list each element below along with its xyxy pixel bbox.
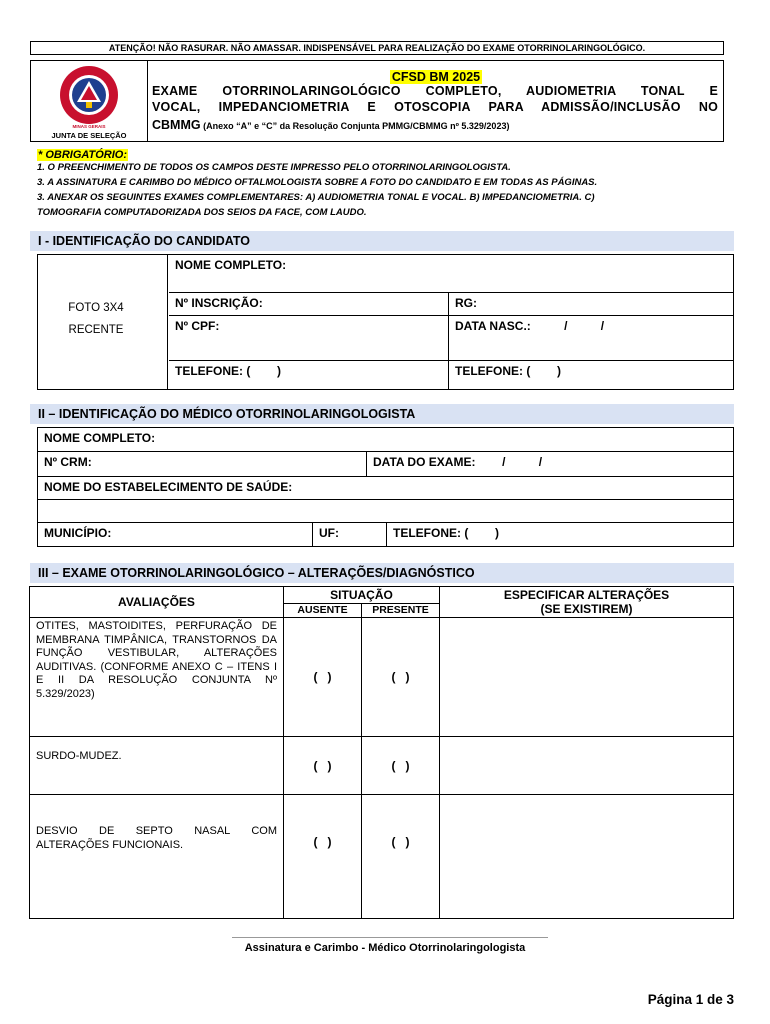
photo-label-2: RECENTE [68, 324, 124, 336]
row-3-ausente-checkbox[interactable]: ( ) [284, 795, 362, 918]
candidate-table [37, 254, 734, 390]
title-line-1: EXAME OTORRINOLARINGOLÓGICO COMPLETO, AUDIOMETRIA TONAL E [152, 84, 718, 98]
col-especificar-line-1: ESPECIFICAR ALTERAÇÕES [503, 588, 670, 602]
row-1-presente-checkbox[interactable]: ( ) [362, 618, 440, 737]
cbmmg-emblem-icon [57, 64, 121, 126]
photo-box[interactable] [38, 255, 168, 389]
row-3-presente-checkbox[interactable]: ( ) [362, 795, 440, 918]
page-number: Página 1 de 3 [647, 992, 734, 1007]
municipality-field[interactable]: MUNICÍPIO: [38, 523, 313, 546]
candidate-name-field[interactable]: NOME COMPLETO: [169, 255, 733, 293]
uf-field[interactable]: UF: [313, 523, 387, 546]
title-line-3-bold: CBMMG [152, 118, 201, 132]
row-3-specify-field[interactable] [440, 795, 733, 918]
title-line-2: VOCAL, IMPEDANCIOMETRIA E OTOSCOPIA PARA ADMISSÃO/INCLUSÃO NO [152, 100, 718, 114]
required-line-2: 3. A ASSINATURA E CARIMBO DO MÉDICO OFTALMOLOGISTA SOBRE A FOTO DO CANDIDATO E EM TODAS AS PÁGINAS. [37, 177, 598, 188]
logo-bottom-text: MINAS GERAIS [72, 124, 106, 129]
exam-date-field[interactable]: DATA DO EXAME: / / [367, 452, 733, 477]
exam-badge: CFSD BM 2025 [391, 70, 481, 84]
section-1-title: I - IDENTIFICAÇÃO DO CANDIDATO [30, 231, 734, 251]
table-row-3-evaluation: DESVIO DE SEPTO NASAL COM ALTERAÇÕES FUNCIONAIS. [30, 795, 284, 918]
required-line-4: TOMOGRAFIA COMPUTADORIZADA DOS SEIOS DA FACE, COM LAUDO. [37, 207, 367, 218]
phone-field-1[interactable]: TELEFONE: ( ) [169, 361, 449, 389]
phone-field-2[interactable]: TELEFONE: ( ) [455, 364, 561, 378]
doctor-phone-field[interactable]: TELEFONE: ( ) [393, 526, 499, 540]
col-especificar [440, 587, 733, 618]
col-especificar-line-2: (SE EXISTIREM) [540, 602, 633, 616]
birthdate-field[interactable]: DATA NASC.: / / [449, 316, 733, 361]
rg-field[interactable]: RG: [449, 293, 733, 316]
establishment-field[interactable]: NOME DO ESTABELECIMENTO DE SAÚDE: [38, 477, 733, 500]
required-line-1: 1. O PREENCHIMENTO DE TODOS OS CAMPOS DESTE IMPRESSO PELO OTORRINOLARINGOLOGISTA. [37, 162, 511, 173]
required-label: * OBRIGATÓRIO: [38, 149, 128, 161]
doctor-name-field[interactable]: NOME COMPLETO: [38, 428, 733, 452]
section-3-title: III – EXAME OTORRINOLARINGOLÓGICO – ALTERAÇÕES/DIAGNÓSTICO [30, 563, 734, 583]
section-2-title: II – IDENTIFICAÇÃO DO MÉDICO OTORRINOLARINGOLOGISTA [30, 404, 734, 424]
row-1-ausente-checkbox[interactable]: ( ) [284, 618, 362, 737]
establishment-blank-line[interactable] [38, 500, 733, 523]
row-2-specify-field[interactable] [440, 737, 733, 795]
row-2-presente-checkbox[interactable]: ( ) [362, 737, 440, 795]
title-line-3-rest: (Anexo “A” e “C” da Resolução Conjunta PMMG/CBMMG nº 5.329/2023) [200, 121, 510, 131]
crm-field[interactable]: Nº CRM: [38, 452, 367, 477]
logo-caption: JUNTA DE SELEÇÃO [51, 131, 127, 140]
col-presente: PRESENTE [362, 603, 440, 618]
col-situacao: SITUAÇÃO [284, 587, 440, 603]
inscription-field[interactable]: Nº INSCRIÇÃO: [169, 293, 449, 316]
table-row-1-evaluation: OTITES, MASTOIDITES, PERFURAÇÃO DE MEMBRANA TIMPÂNICA, TRANSTORNOS DA FUNÇÃO VESTIBULAR, ALTERAÇÕES AUDITIVAS. (CONFORME ANEXO C – ITENS I E II DA RESOLUÇÃO CONJUNTA Nº 5.329/2023) [30, 618, 284, 737]
col-ausente: AUSENTE [284, 603, 362, 618]
exam-table [29, 586, 734, 919]
header-title-box [148, 60, 724, 142]
header-logo-box [30, 60, 148, 142]
doctor-table [37, 427, 734, 547]
cpf-field[interactable]: Nº CPF: [169, 316, 449, 361]
required-line-3: 3. ANEXAR OS SEGUINTES EXAMES COMPLEMENTARES: A) AUDIOMETRIA TONAL E VOCAL. B) IMPEDANCIOMETRIA. C) [37, 192, 595, 203]
photo-label-1: FOTO 3X4 [68, 302, 124, 314]
row-2-ausente-checkbox[interactable]: ( ) [284, 737, 362, 795]
signature-line [232, 937, 548, 938]
table-row-2-evaluation: SURDO-MUDEZ. [30, 737, 284, 795]
row-1-specify-field[interactable] [440, 618, 733, 737]
warning-banner: ATENÇÃO! NÃO RASURAR. NÃO AMASSAR. INDISPENSÁVEL PARA REALIZAÇÃO DO EXAME OTORRINOLARINGOLÓGICO. [30, 41, 724, 55]
signature-label: Assinatura e Carimbo - Médico Otorrinolaringologista [244, 942, 526, 954]
col-avaliacoes: AVALIAÇÕES [30, 587, 284, 618]
logo-top-text [31, 61, 147, 62]
